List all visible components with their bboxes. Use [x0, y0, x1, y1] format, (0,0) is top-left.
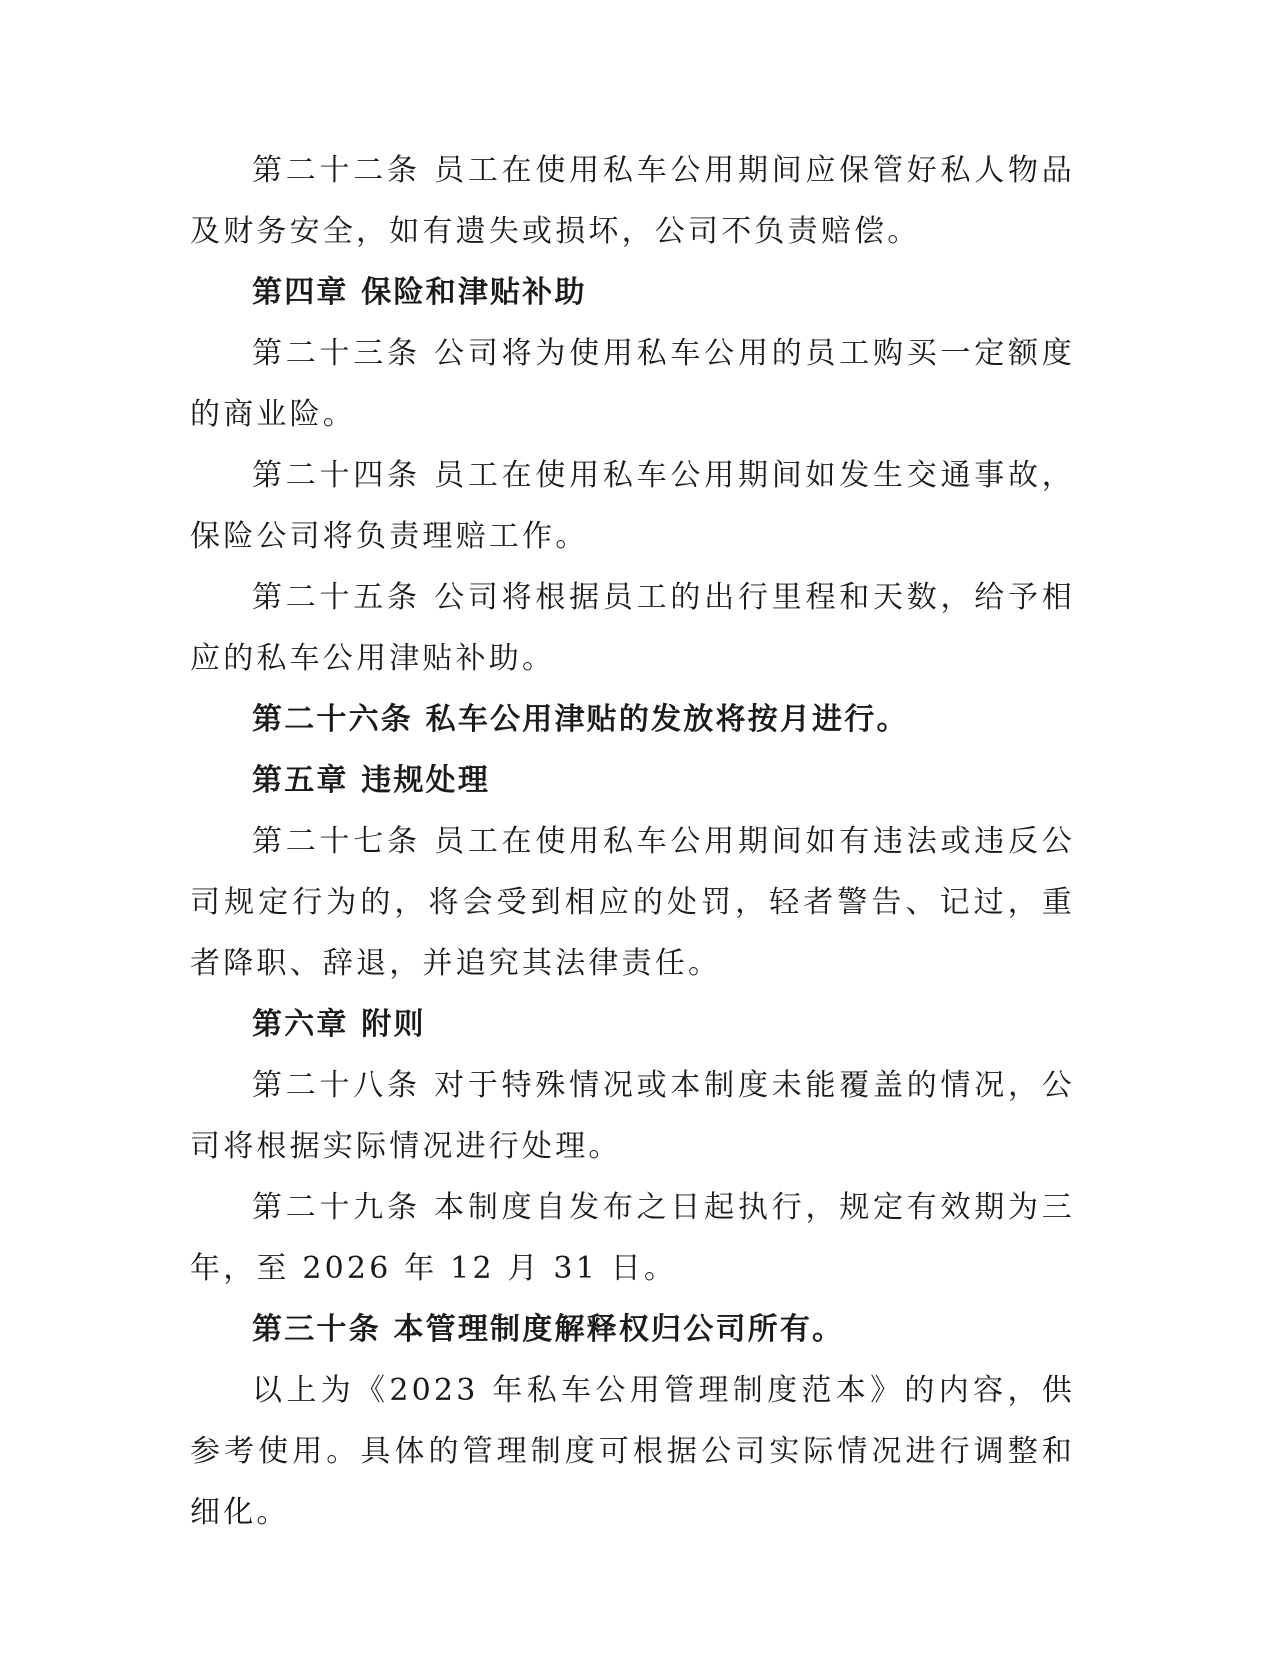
- article-25: 第二十五条 公司将根据员工的出行里程和天数，给予相应的私车公用津贴补助。: [190, 580, 1075, 676]
- article-30: 第三十条 本管理制度解释权归公司所有。: [252, 1312, 845, 1347]
- chapter-5-heading: 第五章 违规处理: [252, 763, 491, 798]
- chapter-4-heading: 第四章 保险和津贴补助: [252, 275, 587, 310]
- article-29: 第二十九条 本制度自发布之日起执行，规定有效期为三年，至 2026 年 12 月 31 日。: [190, 1190, 1075, 1286]
- chapter-6-heading: 第六章 附则: [252, 1007, 426, 1042]
- article-23: 第二十三条 公司将为使用私车公用的员工购买一定额度的商业险。: [190, 336, 1075, 432]
- article-26: 第二十六条 私车公用津贴的发放将按月进行。: [252, 702, 909, 737]
- article-24: 第二十四条 员工在使用私车公用期间如发生交通事故，保险公司将负责理赔工作。: [190, 458, 1075, 554]
- document-body: [190, 140, 1075, 1543]
- article-27: 第二十七条 员工在使用私车公用期间如有违法或违反公司规定行为的，将会受到相应的处罚，轻者警告、记过，重者降职、辞退，并追究其法律责任。: [190, 824, 1075, 981]
- closing-note: 以上为《2023 年私车公用管理制度范本》的内容，供参考使用。具体的管理制度可根据公司实际情况进行调整和细化。: [190, 1373, 1075, 1530]
- article-22: 第二十二条 员工在使用私车公用期间应保管好私人物品及财务安全，如有遗失或损坏，公司不负责赔偿。: [190, 153, 1075, 249]
- article-28: 第二十八条 对于特殊情况或本制度未能覆盖的情况，公司将根据实际情况进行处理。: [190, 1068, 1075, 1164]
